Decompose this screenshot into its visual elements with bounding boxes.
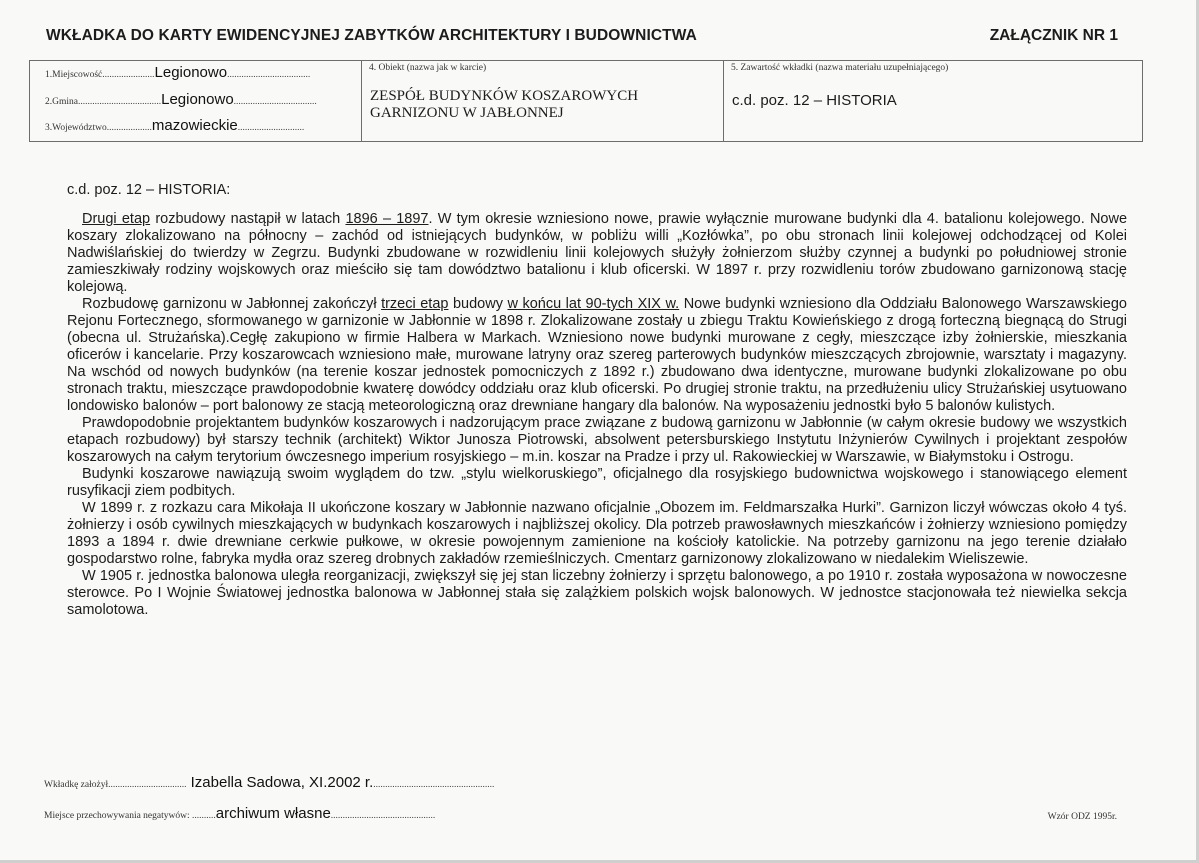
text-run: Rozbudowę garnizonu w Jabłonnej zakończył [82, 296, 382, 312]
province-value: mazowieckie [151, 117, 238, 134]
location-cell [30, 61, 362, 141]
author-label: Wkładkę założył [44, 780, 109, 790]
content-value: c.d. poz. 12 – HISTORIA [732, 92, 897, 109]
text-run: rozbudowy nastąpił w latach [150, 211, 346, 227]
form-title: WKŁADKA DO KARTY EWIDENCYJNEJ ZABYTKÓW ARCHITEKTURY I BUDOWNICTWA [46, 27, 697, 44]
paragraph-architect: Prawdopodobnie projektantem budynków koszarowych i nadzorującym prace związane z budową garnizonu w Jabłonnie (w całym okresie budowy we wszystkich etapach rozbudowy) był starszy technik (architekt) Wiktor Junosza Piotrowski, absolwent petersburskiego Instytutu Inżynierów Cywilnych i projektant zespołów koszarowych na całym terytorium ówczesnego imperium rosyjskiego – m.in. koszar na Pradze i przy ul. Rakowieckiej w Warszawie, w Białymstoku i Ostrogu. [67, 415, 1127, 465]
section-heading: c.d. poz. 12 – HISTORIA: [67, 182, 231, 198]
province-dots-after: ............................ [237, 123, 305, 133]
commune-row [45, 91, 317, 108]
annex-number: ZAŁĄCZNIK NR 1 [989, 27, 1118, 44]
paragraph-third-stage [67, 296, 1127, 415]
storage-dots-before: .......... [192, 811, 216, 821]
city-label: 1.Miejscowość [45, 70, 103, 80]
paragraph-style: Budynki koszarowe nawiązują swoim wyglądem do tzw. „stylu wielkoruskiego”, oficjalnego dla rosyjskiego budownictwa wojskowego i stanowiącego element rusyfikacji ziem podbitych. [67, 466, 1127, 499]
city-row [45, 64, 310, 81]
storage-dots-after: ............................................ [330, 811, 436, 821]
underlined-phrase: Drugi etap [82, 211, 151, 227]
paragraph-1899: W 1899 r. z rozkazu cara Mikołaja II ukończone koszary w Jabłonnie nazwano oficjalnie „Obozem im. Feldmarszałka Hurki”. Garnizon liczył wówczas około 4 tyś. żołnierzy i osób cywilnych mieszkających w budynkach koszarowych i najbliższej okolicy. Dla potrzeb prawosławnych mieszkańców i żołnierzy wzniesiono pomiędzy 1893 a 1894 r. dwie drewniane cerkwie pułkowe, w okresie powojennym zamienione na kościoły katolickie. Na potrzeby garnizonu na jego terenie działało gospodarstwo rolne, fabryka mydła oraz szereg drobnych zakładów rzemieślniczych. Cmentarz garnizonowy zlokalizowano w niedalekim Wieliszewie. [67, 500, 1127, 567]
commune-dots-before: ................................... [77, 97, 162, 107]
underlined-phrase: trzeci etap [381, 296, 449, 312]
city-dots-before: ...................... [102, 70, 155, 80]
object-name: ZESPÓŁ BUDYNKÓW KOSZAROWYCH GARNIZONU W JABŁONNEJ [370, 88, 639, 121]
storage-label: Miejsce przechowywania negatywów: [44, 811, 192, 821]
author-row [44, 774, 494, 791]
object-label: 4. Obiekt (nazwa jak w karcie) [369, 63, 487, 73]
storage-row [44, 805, 435, 822]
history-text [67, 211, 1127, 619]
text-run: Nowe budynki wzniesiono dla Oddziału Balonowego Warszawskiego Rejonu Fortecznego, sformowanego w garnizonie w Jabłonnie w 1898 r. Zlokalizowane zostały u zbiegu Traktu Kowieńskiego z drogą forteczną biegnącą do Strugi (obecna ul. Strużańska).Cegłę zakupiono w firmie Halbera w Markach. Wzniesiono nowe budynki murowane z cegły, mieszczące izby żołnierskie, mieszkania oficerów i kancelarie. Przy koszarowcach wzniesiono małe, murowane latryny oraz szereg parterowych budynków mieszczących zbrojownie, warsztaty i magazyny. Na wschód od nowych budynków (na terenie koszar jednostek pomocniczych z 1892 r.) zbudowano dwa identyczne, murowane budynki zlokalizowane po obu stronach traktu, mieszczące prawdopodobnie kwaterę dowódcy oddziału oraz klub oficerski. Po drugiej stronie traktu, na przedłużeniu ulicy Strużańskiej usytuowano londowisko balonów – port balonowy ze stacją meteorologiczną oraz drewniane hangary dla balonów. Na wyposażeniu jednostki było 5 balonów kulistych. [67, 296, 1127, 414]
content-label: 5. Zawartość wkładki (nazwa materiału uzupełniającego) [731, 63, 949, 73]
object-cell [362, 61, 724, 141]
underlined-phrase: 1896 – 1897 [345, 211, 429, 227]
paragraph-second-stage [67, 211, 1127, 296]
author-dots-after: ................................................... [373, 780, 495, 790]
content-cell [724, 61, 1142, 141]
province-dots-before: ................... [106, 123, 152, 133]
commune-label: 2.Gmina [45, 97, 78, 107]
city-dots-after: ................................... [227, 70, 311, 80]
city-value: Legionowo [154, 64, 228, 81]
province-row [45, 117, 304, 134]
author-dots-before: ................................. [108, 780, 187, 790]
author-value: Izabella Sadowa, XI.2002 r. [186, 774, 374, 791]
commune-value: Legionowo [161, 91, 234, 108]
text-run: budowy [448, 296, 508, 312]
form-header-table [29, 60, 1143, 142]
paragraph-1905: W 1905 r. jednostka balonowa uległa reorganizacji, zwiększył się jej stan liczebny żołnierzy i sprzętu balonowego, a po 1910 r. została wyposażona w nowoczesne sterowce. Po I Wojnie Światowej jednostka balonowa w Jabłonnej stała się zalążkiem polskich wojsk balonowych. W jednostce stacjonowała też niewielka sekcja samolotowa. [67, 568, 1127, 618]
form-code: Wzór ODZ 1995r. [1047, 812, 1117, 822]
province-label: 3.Województwo [45, 123, 107, 133]
text-run: . W tym okresie wzniesiono nowe, prawie wyłącznie murowane budynki dla 4. batalionu kolejowego. Nowe koszary zlokalizowano na północny – zachód od istniejących budynków, w pobliżu willi „Kozłówka”, po obu stronach linii kolejowej odchodzącej od Kolei Nadwiślańskiej do twierdzy w Zegrzu. Budynki zbudowane w rozwidleniu linii kolejowych służyły żołnierzom służby czynnej a budynki po południowej stronie zamieszkiwały rodziny wojskowych oraz mieściło się tam dowództwo batalionu i klub oficerski. W 1897 r. przy rozwidleniu torów zbudowano garnizonową stację kolejową. [67, 211, 1128, 295]
storage-value: archiwum własne [215, 805, 331, 822]
commune-dots-after: ................................... [233, 97, 317, 107]
underlined-phrase: w końcu lat 90-tych XIX w. [507, 296, 680, 312]
